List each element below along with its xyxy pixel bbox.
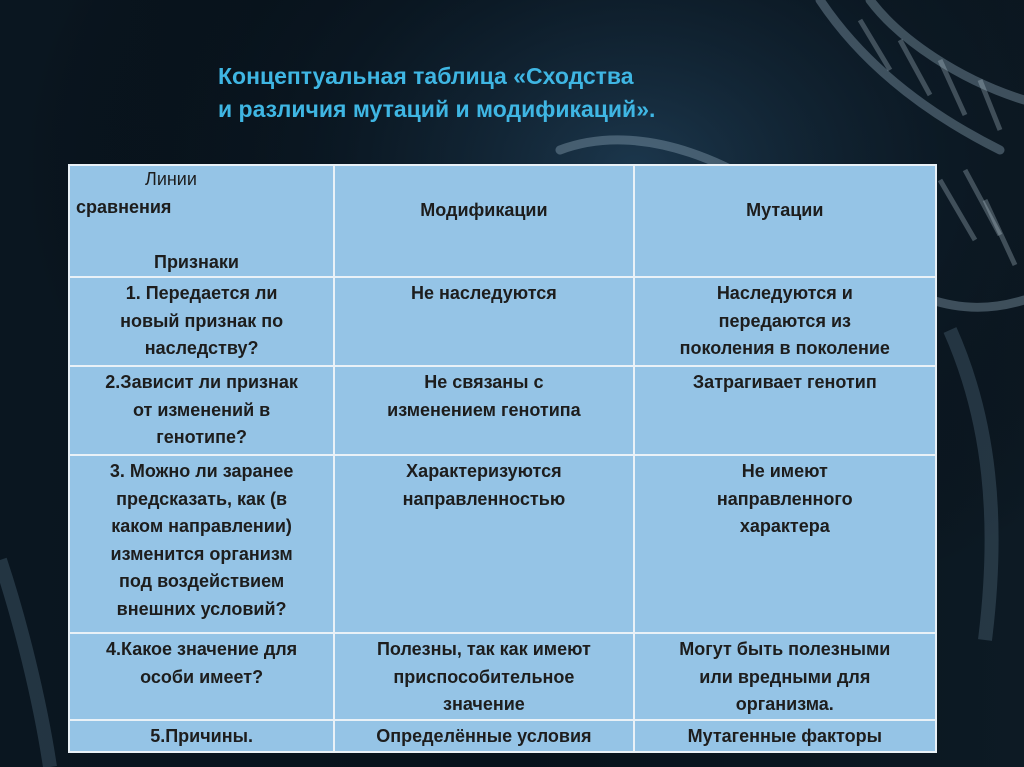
row-3-mutations: Не имеют направленного характера — [634, 455, 936, 633]
row-5-modifications: Определённые условия — [334, 720, 633, 752]
table-row — [69, 720, 936, 752]
row-3-modifications: Характеризуются направленностью — [334, 455, 633, 633]
row-1-modifications: Не наследуются — [334, 277, 633, 366]
row-2-modifications: Не связаны с изменением генотипа — [334, 366, 633, 455]
row-4-modifications: Полезны, так как имеют приспособительное значение — [334, 633, 633, 720]
table-header-row — [69, 165, 936, 277]
comparison-table — [68, 164, 937, 753]
row-4-question: 4.Какое значение для особи имеет? — [69, 633, 334, 720]
header-cell-modifications — [334, 165, 633, 277]
header-cell-criteria — [69, 165, 334, 277]
table-row — [69, 455, 936, 633]
row-1-question: 1. Передается ли новый признак по наследству? — [69, 277, 334, 366]
header-lines-of-comparison-1: Линии — [145, 169, 197, 189]
table-row — [69, 366, 936, 455]
header-lines-of-comparison-2: сравнения — [76, 197, 172, 217]
header-cell-mutations — [634, 165, 936, 277]
table-row — [69, 633, 936, 720]
table-row — [69, 277, 936, 366]
row-2-question: 2.Зависит ли признак от изменений в генотипе? — [69, 366, 334, 455]
header-modifications: Модификации — [420, 199, 548, 220]
header-signs: Признаки — [154, 252, 239, 272]
row-5-question: 5.Причины. — [69, 720, 334, 752]
slide-title-line-1: Концептуальная таблица «Сходства — [218, 63, 634, 89]
row-3-question: 3. Можно ли заранее предсказать, как (в каком направлении) изменится организм под воздействием внешних условий? — [69, 455, 334, 633]
row-2-mutations: Затрагивает генотип — [634, 366, 936, 455]
slide-title-line-2: и различия мутаций и модификаций». — [218, 96, 656, 122]
row-1-mutations: Наследуются и передаются из поколения в поколение — [634, 277, 936, 366]
row-4-mutations: Могут быть полезными или вредными для организма. — [634, 633, 936, 720]
row-5-mutations: Мутагенные факторы — [634, 720, 936, 752]
slide-title — [218, 60, 858, 126]
header-mutations: Мутации — [746, 199, 824, 220]
